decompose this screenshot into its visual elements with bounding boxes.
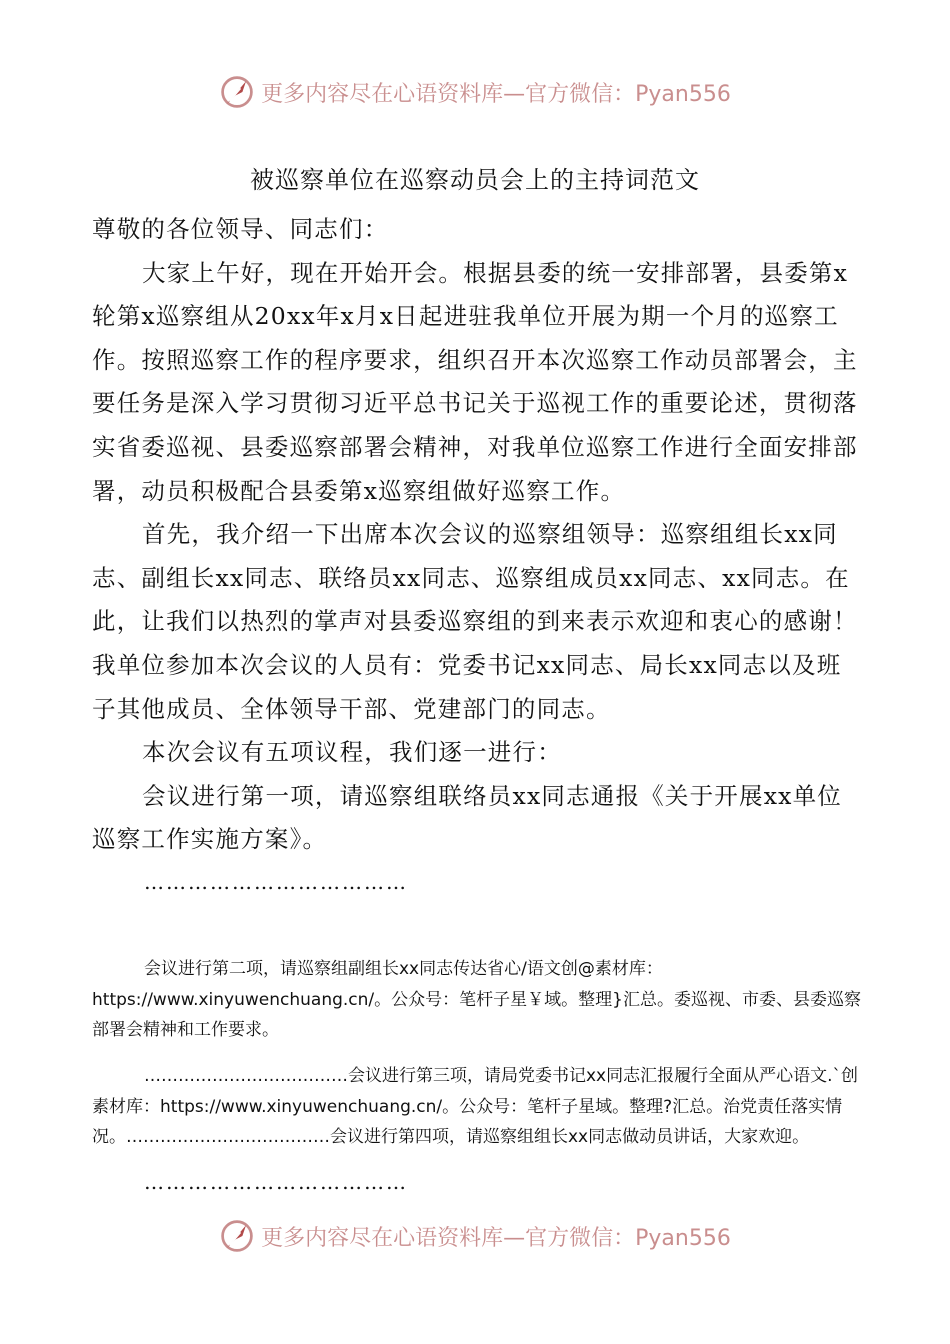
closing-ellipsis — [92, 1162, 862, 1202]
agenda-item-2: 会议进行第二项，请巡察组副组长xx同志传达省心/语文创@素材库：https://www.xinyuwenchuang.cn/。公众号：笔杆子星￥域。整理}汇总。委巡视、市委、县委巡察部署会精神和工作要求。 — [92, 959, 861, 1040]
watermark-text: 更多内容尽在心语资料库—官方微信：Pyan556 — [261, 81, 731, 107]
paragraph-4: 会议进行第一项，请巡察组联络员xx同志通报《关于开展xx单位巡察工作实施方案》。 — [92, 781, 843, 854]
small-text-block-2 — [92, 1061, 864, 1153]
document-title: 被巡察单位在巡察动员会上的主持词范文 — [250, 166, 700, 194]
watermark-banner-top — [0, 70, 950, 114]
paragraph-2: 首先，我介绍一下出席本次会议的巡察组领导：巡察组组长xx同志、副组长xx同志、联络员xx同志、巡察组成员xx同志、xx同志。在此，让我们以热烈的掌声对县委巡察组的到来表示欢迎和衷心的感谢！我单位参加本次会议的人员有：党委书记xx同志、局长xx同志以及班子其他成员、全体领导干部、党建部门的同志。 — [92, 520, 858, 723]
paragraph-3: 本次会议有五项议程，我们逐一进行： — [142, 738, 562, 767]
watermark-banner-bottom — [0, 1214, 950, 1258]
ellipsis-divider-2: ……………………………… — [144, 1170, 408, 1194]
document-body — [92, 208, 862, 902]
watermark-text: 更多内容尽在心语资料库—官方微信：Pyan556 — [261, 1225, 731, 1251]
quill-logo-icon — [219, 1218, 255, 1254]
agenda-item-3-4: ………………………………会议进行第三项，请局党委书记xx同志汇报履行全面从严心语文.`创素材库：https://www.xinyuwenchuang.cn/。公众号：笔杆子星域。整理?汇总。治党责任落实情况。………………………………会议进行第四项，请巡察组组长xx同志做动员讲话，大家欢迎。 — [92, 1066, 859, 1147]
paragraph-1: 大家上午好，现在开始开会。根据县委的统一安排部署，县委第x轮第x巡察组从20xx年x月x日起进驻我单位开展为期一个月的巡察工作。按照巡察工作的程序要求，组织召开本次巡察工作动员部署会，主要任务是深入学习贯彻习近平总书记关于巡视工作的重要论述，贯彻落实省委巡视、县委巡察部署会精神，对我单位巡察工作进行全面安排部署，动员积极配合县委第x巡察组做好巡察工作。 — [92, 258, 858, 505]
quill-logo-icon — [219, 74, 255, 110]
greeting: 尊敬的各位领导、同志们： — [92, 215, 389, 243]
ellipsis-divider: ……………………………… — [144, 869, 408, 894]
small-text-block-1 — [92, 954, 864, 1046]
